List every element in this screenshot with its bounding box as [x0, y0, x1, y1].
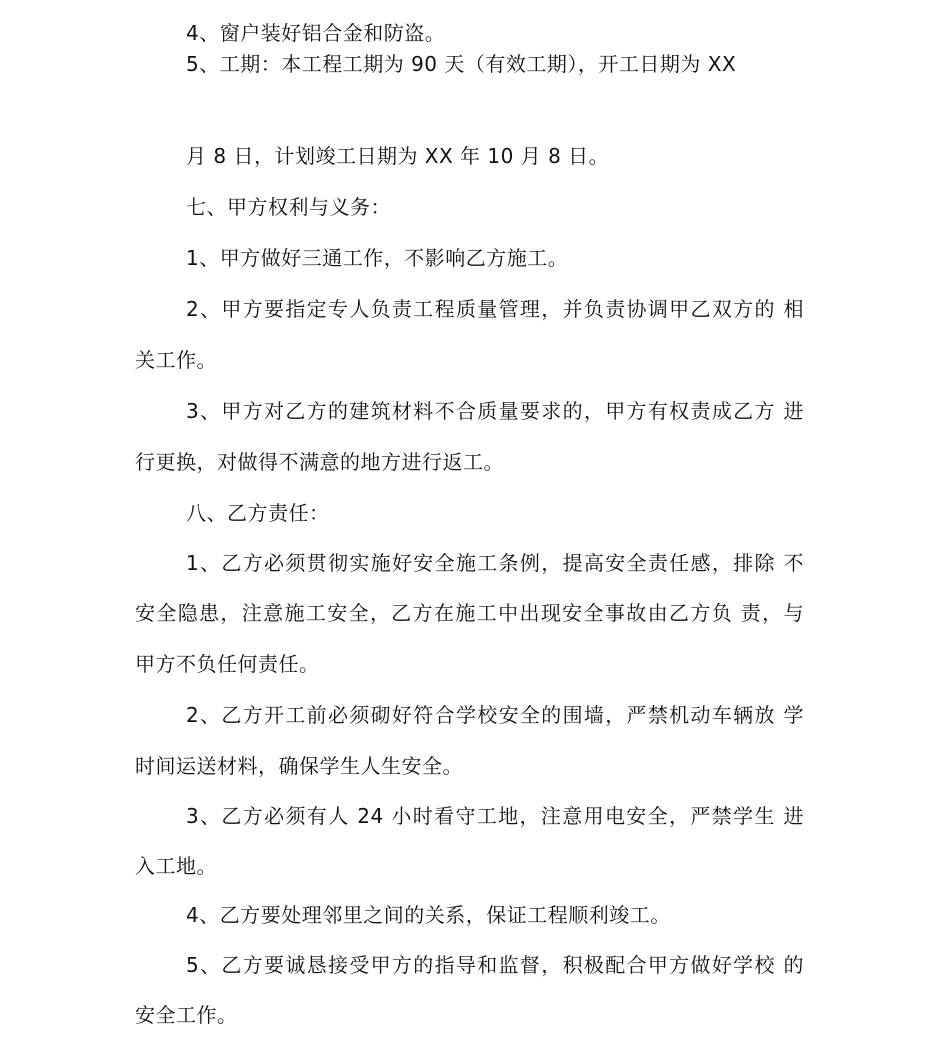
party-a-item-2: 2、甲方要指定专人负责工程质量管理，并负责协调甲乙双方的 相	[186, 297, 804, 321]
party-b-item-1: 1、乙方必须贯彻实施好安全施工条例，提高安全责任感，排除 不	[186, 551, 804, 575]
section-7-heading: 七、甲方权利与义务：	[186, 195, 391, 219]
party-b-item-1-end: 甲方不负任何责任。	[135, 652, 320, 676]
party-b-item-4: 4、乙方要处理邻里之间的关系，保证工程顺利竣工。	[186, 903, 671, 927]
party-b-item-3: 3、乙方必须有人 24 小时看守工地，注意用电安全，严禁学生 进	[186, 804, 804, 828]
party-a-item-3-cont: 行更换，对做得不满意的地方进行返工。	[135, 450, 504, 474]
party-b-item-2-cont: 时间运送材料，确保学生人生安全。	[135, 754, 463, 778]
party-a-item-2-cont: 关工作。	[135, 348, 217, 372]
party-b-item-3-cont: 入工地。	[135, 854, 217, 878]
party-b-item-5: 5、乙方要诚恳接受甲方的指导和监督，积极配合甲方做好学校 的	[186, 953, 804, 977]
party-b-item-2: 2、乙方开工前必须砌好符合学校安全的围墙，严禁机动车辆放 学	[186, 703, 804, 727]
item-5-schedule: 5、工期：本工程工期为 90 天（有效工期），开工日期为 XX	[186, 52, 737, 76]
party-a-item-3: 3、甲方对乙方的建筑材料不合质量要求的，甲方有权责成乙方 进	[186, 399, 804, 423]
item-4-windows: 4、窗户装好铝合金和防盗。	[186, 21, 446, 45]
party-b-item-5-cont: 安全工作。	[135, 1003, 238, 1027]
section-8-heading: 八、乙方责任：	[186, 501, 330, 525]
party-a-item-1: 1、甲方做好三通工作，不影响乙方施工。	[186, 246, 569, 270]
schedule-dates-line: 月 8 日，计划竣工日期为 XX 年 10 月 8 日。	[186, 144, 610, 168]
party-b-item-1-cont: 安全隐患，注意施工安全，乙方在施工中出现安全事故由乙方负 责，与	[135, 601, 804, 625]
